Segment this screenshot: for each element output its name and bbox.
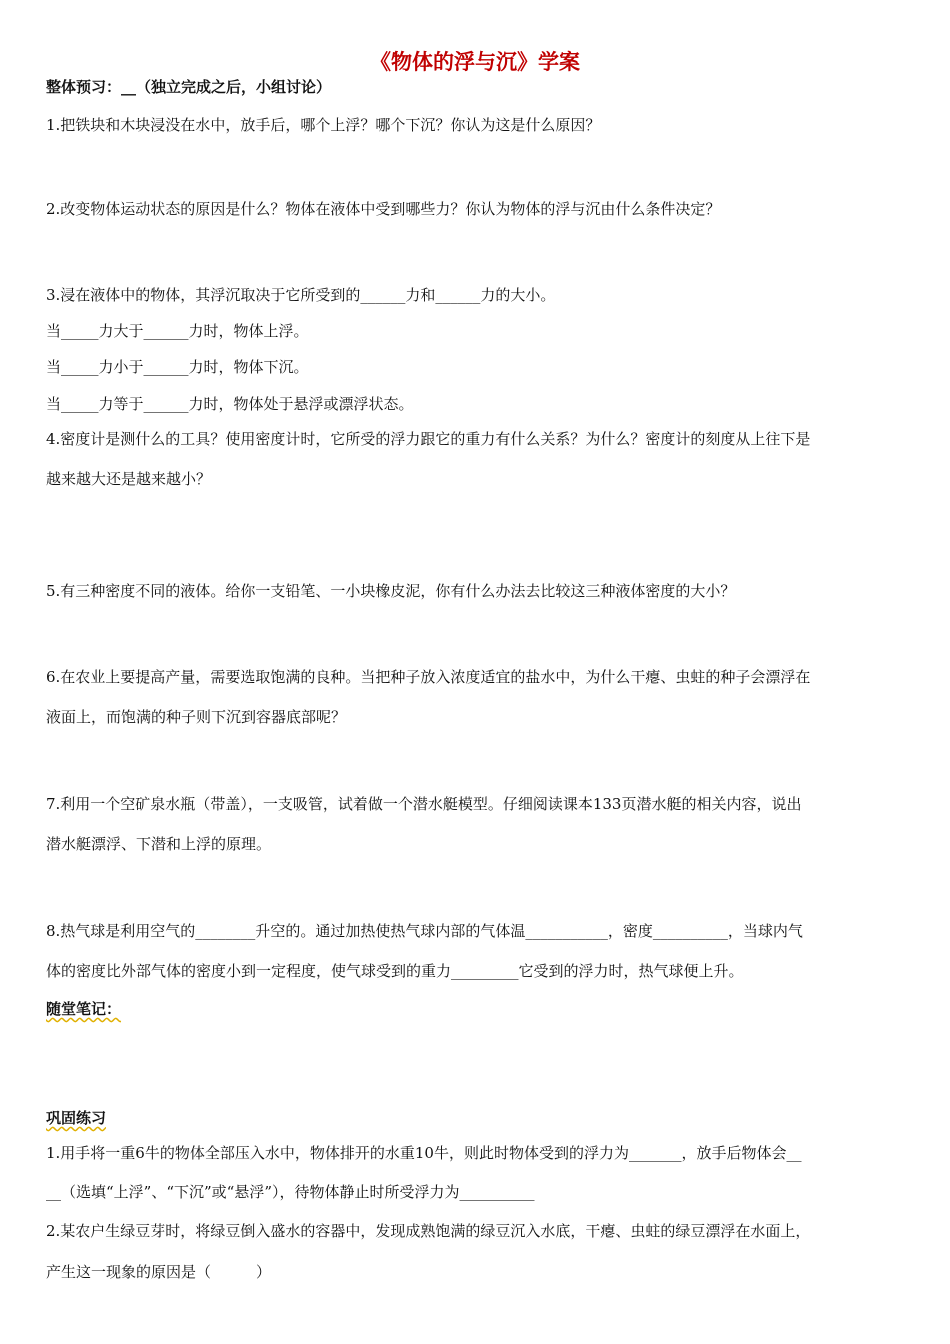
- question-5: 5.有三种密度不同的液体。给你一支铅笔、一小块橡皮泥，你有什么办法去比较这三种液体密度的大小？: [46, 582, 736, 600]
- practice-1-line-1: 1.用手将一重6牛的物体全部压入水中，物体排开的水重10牛，则此时物体受到的浮力为_______，放手后物体会__: [46, 1144, 802, 1162]
- page-title: 《物体的浮与沉》学案: [370, 50, 580, 74]
- notes-heading: [46, 998, 121, 1020]
- question-1: 1.把铁块和木块浸没在水中，放手后，哪个上浮？哪个下沉？你认为这是什么原因？: [46, 116, 601, 134]
- notes-heading-text: 随堂笔记：: [46, 1000, 122, 1018]
- question-8-line-1: 8.热气球是利用空气的________升空的。通过加热使热气球内部的气体温___________，密度__________，当球内气: [46, 922, 803, 940]
- practice-2-line-2: 产生这一现象的原因是（ ）: [46, 1263, 272, 1281]
- question-6-line-2: 液面上，而饱满的种子则下沉到容器底部呢？: [46, 708, 347, 726]
- practice-heading: [46, 1107, 106, 1129]
- preview-heading: 整体预习：__（独立完成之后，小组讨论）: [46, 78, 332, 96]
- practice-2-line-1: 2.某农户生绿豆芽时，将绿豆倒入盛水的容器中，发现成熟饱满的绿豆沉入水底，干瘪、虫蛀的绿豆漂浮在水面上，: [46, 1222, 811, 1240]
- question-3-suspend: 当_____力等于______力时，物体处于悬浮或漂浮状态。: [46, 395, 414, 413]
- practice-1-line-2: __（选填“上浮”、“下沉”或“悬浮”），待物体静止时所受浮力为__________: [46, 1183, 535, 1201]
- question-2: 2.改变物体运动状态的原因是什么？物体在液体中受到哪些力？你认为物体的浮与沉由什么条件决定？: [46, 200, 721, 218]
- question-8-line-2: 体的密度比外部气体的密度小到一定程度，使气球受到的重力_________它受到的浮力时，热气球便上升。: [46, 962, 744, 980]
- question-4-line-2: 越来越大还是越来越小？: [46, 470, 212, 488]
- question-4-line-1: 4.密度计是测什么的工具？使用密度计时，它所受的浮力跟它的重力有什么关系？为什么？密度计的刻度从上往下是: [46, 430, 811, 448]
- question-3-sink: 当_____力小于______力时，物体下沉。: [46, 358, 309, 376]
- question-3-float: 当_____力大于______力时，物体上浮。: [46, 322, 309, 340]
- practice-heading-text: 巩固练习: [46, 1109, 107, 1127]
- question-6-line-1: 6.在农业上要提高产量，需要选取饱满的良种。当把种子放入浓度适宜的盐水中，为什么干瘪、虫蛀的种子会漂浮在: [46, 668, 811, 686]
- question-7-line-2: 潜水艇漂浮、下潜和上浮的原理。: [46, 835, 272, 853]
- question-3: 3.浸在液体中的物体，其浮沉取决于它所受到的______力和______力的大小。: [46, 286, 556, 304]
- question-7-line-1: 7.利用一个空矿泉水瓶（带盖），一支吸管，试着做一个潜水艇模型。仔细阅读课本133页潜水艇的相关内容，说出: [46, 795, 802, 813]
